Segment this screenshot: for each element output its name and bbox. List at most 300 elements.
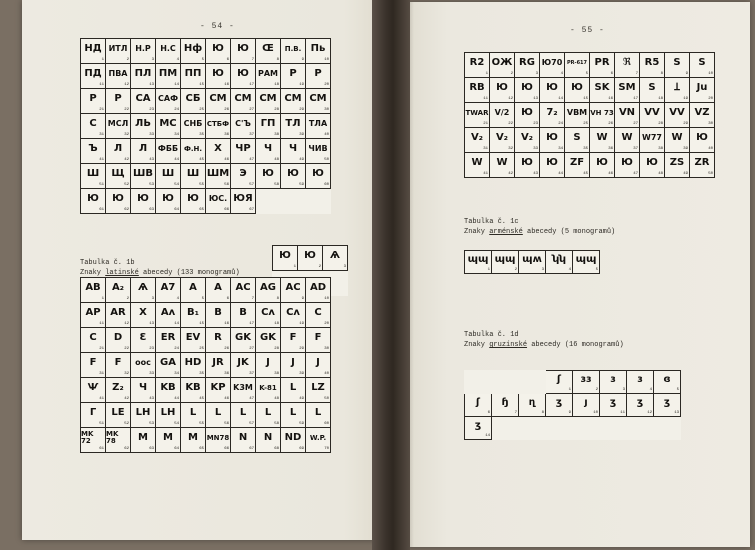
glyph-symbol: СТБФ [206, 119, 230, 128]
glyph-index: 38 [274, 372, 279, 376]
glyph-index: 10 [324, 297, 329, 301]
glyph-symbol: ɰɰ [575, 254, 597, 265]
glyph-symbol: L [314, 407, 322, 418]
glyph-symbol: V₂ [520, 132, 534, 143]
glyph-cell [181, 64, 206, 89]
glyph-index: 43 [149, 397, 154, 401]
glyph-cell [81, 39, 106, 64]
glyph-index: 49 [299, 158, 304, 162]
glyph-cell [206, 278, 231, 303]
glyph-cell [156, 328, 181, 353]
glyph-cell [131, 139, 156, 164]
glyph-cell [465, 417, 492, 440]
glyph-cell [281, 39, 306, 64]
glyph-index: 22 [124, 108, 129, 112]
glyph-symbol: ND [284, 432, 302, 443]
glyph-symbol: НД [84, 43, 102, 54]
table-row [81, 278, 331, 303]
glyph-cell [106, 114, 131, 139]
glyph-index: 21 [99, 108, 104, 112]
glyph-cell [81, 428, 106, 453]
glyph-cell [231, 428, 256, 453]
glyph-symbol: AB [85, 282, 101, 293]
glyph-cell [156, 403, 181, 428]
glyph-index: 48 [274, 397, 279, 401]
glyph-symbol: MN78 [206, 433, 230, 442]
glyph-cell [546, 251, 573, 274]
caption-1b-underlined: latinské [105, 269, 139, 277]
table-row [465, 251, 600, 274]
glyph-cell [540, 103, 565, 128]
glyph-cell [256, 89, 281, 114]
glyph-symbol: ɜɜ [580, 374, 592, 385]
glyph-cell [540, 153, 565, 178]
glyph-index: 9 [301, 58, 304, 62]
glyph-index: 67 [249, 208, 254, 212]
glyph-symbol: Ю [696, 132, 708, 143]
glyph-cell [640, 103, 665, 128]
table-row [273, 246, 348, 271]
caption-1d-suffix: abecedy (16 monogramů) [527, 341, 624, 349]
glyph-index: 3 [541, 268, 544, 272]
glyph-cell [81, 378, 106, 403]
glyph-symbol: Ш [161, 168, 175, 179]
caption-table-1c [464, 217, 615, 237]
glyph-symbol: Ѧ [330, 250, 340, 261]
glyph-cell [106, 378, 131, 403]
glyph-symbol: Ɛ [139, 332, 147, 343]
glyph-index: 36 [224, 133, 229, 137]
glyph-cell [281, 328, 306, 353]
glyph-index: 6 [610, 72, 613, 76]
glyph-symbol: С [89, 118, 97, 129]
glyph-index: 28 [274, 108, 279, 112]
glyph-index: 33 [149, 133, 154, 137]
glyph-index: 24 [558, 122, 563, 126]
glyph-symbol: Ю [279, 250, 291, 261]
glyph-symbol: ɜ [637, 374, 643, 385]
glyph-cell [181, 278, 206, 303]
glyph-cell [256, 164, 281, 189]
glyph-index: 46 [224, 397, 229, 401]
glyph-cell [156, 303, 181, 328]
glyph-index: 25 [199, 347, 204, 351]
glyph-symbol: Ч [263, 143, 273, 154]
glyph-index: 2 [510, 72, 513, 76]
glyph-symbol: S [673, 57, 681, 68]
glyph-symbol: ЛЬ [135, 118, 151, 129]
glyph-index: 4 [560, 72, 563, 76]
glyph-index: 42 [124, 397, 129, 401]
glyph-symbol: A [189, 282, 197, 293]
glyph-symbol: Ю [304, 250, 316, 261]
glyph-cell [640, 128, 665, 153]
glyph-symbol: Р [314, 68, 322, 79]
glyph-index: 47 [633, 172, 638, 176]
glyph-symbol: П.В. [284, 44, 302, 53]
glyph-cell [181, 353, 206, 378]
glyph-index: 64 [174, 447, 179, 451]
glyph-symbol: ПВА [108, 69, 128, 78]
glyph-symbol: ooc [135, 358, 151, 367]
glyph-cell [281, 403, 306, 428]
glyph-index: 50 [324, 397, 329, 401]
glyph-cell [281, 89, 306, 114]
glyph-symbol: Aʌ [160, 307, 176, 318]
glyph-index: 8 [276, 58, 279, 62]
glyph-index: 2 [595, 388, 598, 392]
glyph-index: 32 [124, 372, 129, 376]
glyph-symbol: Щ [111, 168, 125, 179]
glyph-index: 31 [99, 133, 104, 137]
glyph-index: 63 [149, 208, 154, 212]
glyph-index: 8 [541, 411, 544, 415]
glyph-index: 42 [124, 158, 129, 162]
glyph-symbol: ʒ [636, 397, 644, 408]
glyph-cell [627, 394, 654, 417]
glyph-symbol: Ш [186, 168, 200, 179]
glyph-symbol: Ю [521, 157, 533, 168]
glyph-index: 5 [585, 72, 588, 76]
glyph-index: 2 [514, 268, 517, 272]
glyph-cell [256, 39, 281, 64]
glyph-index: 67 [249, 447, 254, 451]
glyph-symbol: Œ [262, 43, 274, 54]
glyph-symbol: L [264, 407, 272, 418]
glyph-cell [590, 53, 615, 78]
glyph-cell [156, 428, 181, 453]
glyph-cell [206, 64, 231, 89]
glyph-symbol: СА [135, 93, 151, 104]
glyph-cell [206, 378, 231, 403]
glyph-symbol: Нф [183, 43, 203, 54]
glyph-index: 43 [533, 172, 538, 176]
glyph-symbol: СМ [284, 93, 302, 104]
glyph-symbol: LH [160, 407, 176, 418]
glyph-index: 27 [633, 122, 638, 126]
caption-1d-line2 [464, 340, 624, 350]
glyph-cell [615, 153, 640, 178]
glyph-cell [106, 139, 131, 164]
glyph-index: 33 [149, 372, 154, 376]
glyph-symbol: МСЛ [107, 119, 129, 128]
glyph-cell [665, 78, 690, 103]
glyph-cell [490, 128, 515, 153]
glyph-cell [306, 139, 331, 164]
glyph-cell [490, 153, 515, 178]
glyph-cell [615, 128, 640, 153]
glyph-index: 53 [149, 422, 154, 426]
glyph-symbol: ТЛА [308, 119, 328, 128]
glyph-index: 35 [199, 372, 204, 376]
glyph-index: 16 [224, 83, 229, 87]
glyph-index: 64 [174, 208, 179, 212]
glyph-symbol: AC [285, 282, 301, 293]
glyph-symbol: R2 [469, 57, 485, 68]
glyph-index: 15 [199, 322, 204, 326]
glyph-symbol: Ю [212, 68, 224, 79]
glyph-index: 11 [99, 83, 104, 87]
glyph-cell [665, 103, 690, 128]
table-cyrillic-signs [80, 38, 331, 214]
glyph-symbol: Ю [212, 43, 224, 54]
glyph-cell [281, 428, 306, 453]
glyph-cell [131, 428, 156, 453]
glyph-index: 53 [149, 183, 154, 187]
glyph-symbol: ЧИВ [308, 144, 328, 153]
glyph-cell [206, 303, 231, 328]
glyph-symbol: R [214, 332, 222, 343]
table-row [81, 189, 331, 214]
glyph-symbol: PR-617 [566, 59, 588, 66]
glyph-index: 3 [151, 58, 154, 62]
glyph-cell [490, 53, 515, 78]
glyph-index: 7 [251, 58, 254, 62]
glyph-symbol: F [114, 357, 122, 368]
glyph-index: 45 [199, 397, 204, 401]
glyph-cell [627, 371, 654, 394]
glyph-symbol: VV [669, 107, 685, 118]
glyph-index: 32 [124, 133, 129, 137]
glyph-index: 60 [324, 183, 329, 187]
glyph-index: 18 [658, 97, 663, 101]
glyph-symbol: СНБ [183, 119, 203, 128]
glyph-symbol: ФББ [157, 144, 179, 153]
glyph-symbol: ГП [260, 118, 276, 129]
glyph-index: 26 [608, 122, 613, 126]
glyph-index: 61 [99, 208, 104, 212]
glyph-cell [281, 189, 306, 214]
glyph-symbol: Ю [237, 43, 249, 54]
glyph-cell [81, 114, 106, 139]
glyph-index: 18 [274, 322, 279, 326]
glyph-cell [81, 403, 106, 428]
glyph-cell [515, 153, 540, 178]
glyph-index: 11 [483, 97, 488, 101]
glyph-cell [492, 251, 519, 274]
glyph-cell [281, 114, 306, 139]
glyph-symbol: Л [113, 143, 123, 154]
glyph-index: 1 [485, 72, 488, 76]
glyph-index: 62 [124, 208, 129, 212]
glyph-symbol: ɜ [610, 374, 616, 385]
glyph-symbol: B [214, 307, 222, 318]
glyph-symbol: СМ [209, 93, 227, 104]
caption-1d-underlined: gruzínské [489, 341, 528, 349]
glyph-cell [519, 394, 546, 417]
glyph-cell [131, 39, 156, 64]
glyph-cell [256, 428, 281, 453]
glyph-cell [206, 164, 231, 189]
glyph-index: 54 [174, 183, 179, 187]
glyph-cell [156, 114, 181, 139]
glyph-cell [231, 189, 256, 214]
glyph-index: 36 [224, 372, 229, 376]
glyph-cell [106, 89, 131, 114]
glyph-cell [156, 89, 181, 114]
glyph-cell [690, 103, 715, 128]
glyph-symbol: ɰʍ [522, 254, 542, 265]
caption-1c-line2 [464, 227, 615, 237]
glyph-cell [690, 128, 715, 153]
glyph-cell [640, 78, 665, 103]
glyph-cell [156, 139, 181, 164]
glyph-index: 6 [226, 297, 229, 301]
right-page-number: - 55 - [570, 26, 605, 35]
book-spine [372, 0, 410, 550]
glyph-symbol: Ю [596, 157, 608, 168]
glyph-cell [206, 139, 231, 164]
glyph-symbol: A [214, 282, 222, 293]
glyph-cell [206, 328, 231, 353]
glyph-index: 40 [324, 133, 329, 137]
glyph-cell [81, 139, 106, 164]
glyph-cell [600, 371, 627, 394]
caption-table-1b [80, 258, 240, 278]
glyph-symbol: SK [594, 82, 610, 93]
glyph-symbol: W [496, 157, 508, 168]
glyph-cell [565, 128, 590, 153]
glyph-index: 62 [124, 447, 129, 451]
glyph-index: 63 [149, 447, 154, 451]
glyph-index: 37 [249, 133, 254, 137]
glyph-symbol: RG [519, 57, 535, 68]
glyph-cell [281, 278, 306, 303]
glyph-cell [256, 278, 281, 303]
glyph-cell [231, 328, 256, 353]
glyph-cell [540, 53, 565, 78]
glyph-symbol: Ю [187, 193, 199, 204]
glyph-cell [600, 394, 627, 417]
glyph-cell [640, 153, 665, 178]
glyph-index: 40 [708, 147, 713, 151]
glyph-symbol: W [671, 132, 683, 143]
glyph-symbol: ɰɰ [494, 254, 516, 265]
glyph-symbol: HD [184, 357, 202, 368]
glyph-index: 29 [683, 122, 688, 126]
glyph-index: 36 [608, 147, 613, 151]
glyph-symbol: A7 [160, 282, 176, 293]
glyph-symbol: KB [160, 382, 176, 393]
glyph-cell [181, 403, 206, 428]
glyph-symbol: ШМ [206, 168, 230, 179]
glyph-cell [654, 417, 681, 440]
glyph-cell [131, 403, 156, 428]
table-latin-signs [80, 277, 331, 453]
glyph-index: 14 [558, 97, 563, 101]
glyph-cell [490, 78, 515, 103]
glyph-index: 48 [658, 172, 663, 176]
glyph-index: 45 [199, 158, 204, 162]
glyph-symbol: N [263, 432, 273, 443]
glyph-symbol: Ю70 [541, 58, 563, 67]
glyph-index: 1 [293, 265, 296, 269]
glyph-cell [181, 114, 206, 139]
glyph-index: 41 [99, 397, 104, 401]
glyph-cell [156, 39, 181, 64]
glyph-index: 29 [299, 108, 304, 112]
glyph-index: 2 [318, 265, 321, 269]
glyph-index: 38 [274, 133, 279, 137]
glyph-symbol: J [266, 357, 270, 368]
glyph-index: 23 [149, 347, 154, 351]
glyph-symbol: ʮʮ [552, 254, 566, 265]
glyph-index: 25 [583, 122, 588, 126]
glyph-index: 5 [595, 268, 598, 272]
glyph-cell [565, 153, 590, 178]
glyph-cell [81, 328, 106, 353]
glyph-index: 55 [199, 183, 204, 187]
glyph-symbol: L [289, 382, 297, 393]
glyph-index: 8 [660, 72, 663, 76]
glyph-cell [519, 417, 546, 440]
glyph-index: 10 [324, 58, 329, 62]
glyph-symbol: ɰɰ [467, 254, 489, 265]
caption-1b-suffix: abecedy (133 monogramů) [138, 269, 240, 277]
glyph-symbol: F [314, 332, 322, 343]
glyph-symbol: ZF [569, 157, 585, 168]
glyph-index: 58 [274, 422, 279, 426]
glyph-index: 56 [224, 422, 229, 426]
table-row [465, 417, 681, 440]
glyph-symbol: Ю [546, 132, 558, 143]
glyph-index: 21 [99, 347, 104, 351]
glyph-symbol: Ъ [88, 143, 98, 154]
glyph-index: 1 [101, 297, 104, 301]
glyph-symbol: AR [110, 307, 126, 318]
glyph-symbol: S [648, 82, 656, 93]
glyph-index: 34 [174, 133, 179, 137]
glyph-index: 39 [299, 133, 304, 137]
glyph-symbol: Ju [696, 82, 708, 93]
table-row [81, 328, 331, 353]
glyph-index: 34 [558, 147, 563, 151]
glyph-symbol: Ю [162, 193, 174, 204]
glyph-symbol: V/2 [494, 108, 510, 117]
glyph-symbol: M [138, 432, 148, 443]
glyph-symbol: TWAR [465, 108, 489, 117]
glyph-index: 57 [249, 422, 254, 426]
glyph-symbol: VV [644, 107, 660, 118]
glyph-index: 46 [224, 158, 229, 162]
glyph-symbol: W.P. [309, 433, 327, 442]
glyph-cell [206, 189, 231, 214]
glyph-symbol: K-81 [259, 383, 277, 392]
caption-1b-prefix: Znaky [80, 269, 106, 277]
glyph-index: 41 [483, 172, 488, 176]
glyph-cell [519, 371, 546, 394]
glyph-cell [106, 328, 131, 353]
glyph-cell [546, 417, 573, 440]
glyph-index: 30 [324, 108, 329, 112]
glyph-index: 9 [568, 411, 571, 415]
glyph-cell [627, 417, 654, 440]
glyph-cell [131, 89, 156, 114]
glyph-symbol: Ю [496, 82, 508, 93]
glyph-symbol: V₂ [495, 132, 509, 143]
glyph-index: 44 [174, 397, 179, 401]
glyph-index: 6 [226, 58, 229, 62]
glyph-symbol: ZS [669, 157, 685, 168]
glyph-index: 52 [124, 183, 129, 187]
glyph-symbol: Ш [86, 168, 100, 179]
glyph-symbol: Пь [310, 43, 326, 54]
glyph-symbol: L [289, 407, 297, 418]
glyph-symbol: МС [159, 118, 177, 129]
glyph-cell [306, 303, 331, 328]
glyph-cell [206, 114, 231, 139]
glyph-symbol: Ѧ [138, 282, 148, 293]
